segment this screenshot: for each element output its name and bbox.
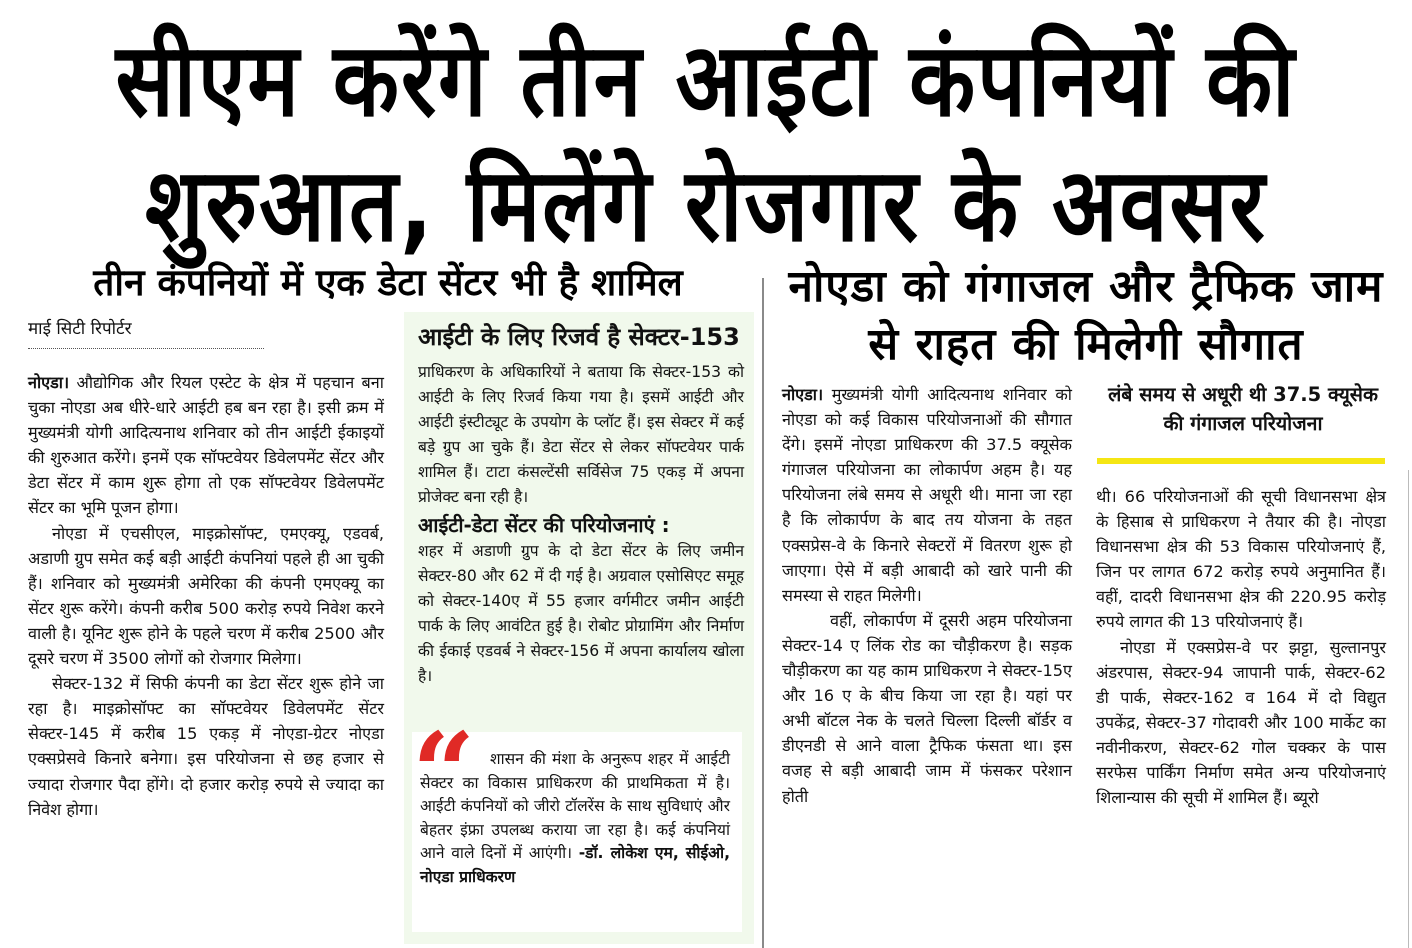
second-story-paragraph-3: थी। 66 परियोजनाओं की सूची विधानसभा क्षेत्र के हिसाब से प्राधिकरण ने तैयार की है। नोएडा विधानसभा क्षेत्र की 53 विकास परियोजनाएं हैं, जिन पर लागत 672 करोड़ रुपये अनुमानित हैं। वहीं, दादरी विधानसभा क्षेत्र की 220.95 करोड़ रुपये लागत की 13 परियोजनाएं हैं। — [1096, 487, 1386, 632]
dateline: नोएडा। — [28, 373, 70, 392]
byline: माई सिटी रिपोर्टर — [28, 316, 264, 349]
sidebar-paragraph-2: शहर में अडाणी ग्रुप के दो डेटा सेंटर के लिए जमीन सेक्टर-80 और 62 में दी गई है। अग्रवाल एसोसिएट समूह को सेक्टर-140ए में 55 हजार वर्गमीटर जमीन आईटी पार्क के लिए आवंटित हुई है। रोबोट प्रोग्रामिंग और निर्माण की ईकाई एडवर्ब ने सेक्टर-156 में अपना कार्यालय खोला है। — [418, 541, 744, 686]
main-story-body — [28, 370, 384, 822]
quote-mark-icon: “ — [412, 708, 476, 837]
sidebar-paragraph-1: प्राधिकरण के अधिकारियों ने बताया कि सेक्टर-153 को आईटी के लिए रिजर्व किया गया है। इसमें आईटी और आईटी इंस्टीट्यूट के उपयोग के प्लॉट हैं। इस सेक्टर में कई बड़े ग्रुप आ चुके हैं। डेटा सेंटर से लेकर सॉफ्टवेयर पार्क शामिल हैं। टाटा कंसल्टेंसी सर्विसेज 75 एकड़ में अपना प्रोजेक्ट बना रही है। — [418, 363, 744, 507]
sidebar-subheading: आईटी-डेटा सेंटर की परियोजनाएं : — [418, 512, 670, 537]
main-story-paragraph-3: सेक्टर-132 में सिफी कंपनी का डेटा सेंटर शुरू होने जा रहा है। माइक्रोसॉफ्ट का सॉफ्टवेयर डिवेलपमेंट सेंटर सेक्टर-145 में करीब 15 एकड़ में नोएडा-ग्रेटर नोएडा एक्सप्रेसवे किनारे बनेगा। इस परियोजना से छह हजार से ज्यादा रोजगार पैदा होंगे। दो हजार करोड़ रुपये से ज्यादा का निवेश होगा। — [28, 674, 384, 819]
second-story-paragraph-2: वहीं, लोकार्पण में दूसरी अहम परियोजना सेक्टर-14 ए लिंक रोड का चौड़ीकरण है। सड़क चौड़ीकरण का यह काम प्राधिकरण ने सेक्टर-15ए और 16 ए के बीच किया जा रहा है। यहां पर अभी बॉटल नेक के चलते चिल्ला दिल्ली बॉर्डर व डीएनडी से आने वाला ट्रैफिक फंसता था। इस वजह से बड़ी आबादी जाम में फंसकर परेशान होती — [782, 610, 1072, 806]
second-story-paragraph-4: नोएडा में एक्सप्रेस-वे पर झट्टा, सुल्तानपुर अंडरपास, सेक्टर-94 जापानी पार्क, सेक्टर-62 डी पार्क, सेक्टर-162 व 164 में दो विद्युत उपकेंद्र, सेक्टर-37 गोदावरी और 100 मार्केट का नवीनीकरण, सेक्टर-62 गोल चक्कर के पास सरफेस पार्किंग निर्माण समेत अन्य परियोजनाएं शिलान्यास की सूची में शामिल हैं। ब्यूरो — [1096, 637, 1386, 808]
column-divider — [762, 278, 764, 948]
main-headline: सीएम करेंगे तीन आईटी कंपनियों की शुरुआत, मिलेंगे रोजगार के अवसर — [115, 21, 1297, 265]
quote — [420, 748, 730, 889]
quote-attribution: -डॉ. लोकेश एम, सीईओ, नोएडा प्राधिकरण — [420, 844, 730, 886]
highlight-headline: लंबे समय से अधूरी थी 37.5 क्यूसेक की गंगाजल परियोजना — [1108, 383, 1378, 435]
sidebar-body — [418, 360, 744, 689]
quote-text: शासन की मंशा के अनुरूप शहर में आईटी सेक्टर का विकास प्राधिकरण की प्राथमिकता में है। आईटी कंपनियों को जीरो टॉलरेंस के साथ सुविधाएं और बेहतर इंफ्रा उपलब्ध कराया जा रहा है। कई कंपनियां आने वाले दिनों में आएंगी। -डॉ. लोकेश एम, सीईओ, नोएडा प्राधिकरण — [420, 750, 730, 886]
main-subheadline: तीन कंपनियों में एक डेटा सेंटर भी है शामिल — [93, 261, 683, 304]
dateline: नोएडा। — [782, 385, 824, 404]
main-story-paragraph-1: नोएडा। औद्योगिक और रियल एस्टेट के क्षेत्र में पहचान बना चुका नोएडा अब धीरे-धारे आईटी हब बन रहा है। इसी क्रम में मुख्यमंत्री योगी आदित्यनाथ शनिवार को तीन आईटी ईकाइयों की शुरुआत करेंगे। इनमें एक सॉफ्टवेयर डिवेलपमेंट सेंटर और डेटा सेंटर में काम शुरू होगा तो एक सॉफ्टवेयर डिवेलपमेंट सेंटर का भूमि पूजन होगा। — [28, 373, 384, 518]
sidebar-headline: आईटी के लिए रिजर्व है सेक्टर-153 — [418, 323, 740, 351]
main-story-paragraph-2: नोएडा में एचसीएल, माइक्रोसॉफ्ट, एमएक्यू, एडवर्ब, अडाणी ग्रुप समेत कई बड़ी आईटी कंपनियां पहले ही आ चुकी हैं। शनिवार को मुख्यमंत्री अमेरिका की कंपनी एमएक्यू का सेंटर शुरू करेंगे। कंपनी करीब 500 करोड़ रुपये निवेश करने वाली है। यूनिट शुरू होने के पहले चरण में करीब 2500 और दूसरे चरण में 3500 लोगों को रोजगार मिलेगा। — [28, 523, 384, 669]
second-story-paragraph-1: नोएडा। मुख्यमंत्री योगी आदित्यनाथ शनिवार को नोएडा को कई विकास परियोजनाओं की सौगात देंगे। इसमें नोएडा प्राधिकरण की 37.5 क्यूसेक गंगाजल परियोजना का लोकार्पण अहम है। यह परियोजना लंबे समय से अधूरी थी। माना जा रहा है कि लोकार्पण के बाद तय योजना के तहत एक्सप्रेस-वे के किनारे सेक्टरों में वितरण शुरू हो जाएगा। ऐसे में बड़ी आबादी को खारे पानी की समस्या से राहत मिलेगी। — [782, 385, 1072, 605]
second-story-body — [782, 382, 1072, 809]
second-story-headline: नोएडा को गंगाजल और ट्रैफिक जाम से राहत की मिलेगी सौगात — [788, 261, 1384, 370]
second-story-continued — [1096, 484, 1386, 810]
highlight-rule — [1097, 458, 1385, 464]
page-edge-rule — [1408, 470, 1409, 948]
